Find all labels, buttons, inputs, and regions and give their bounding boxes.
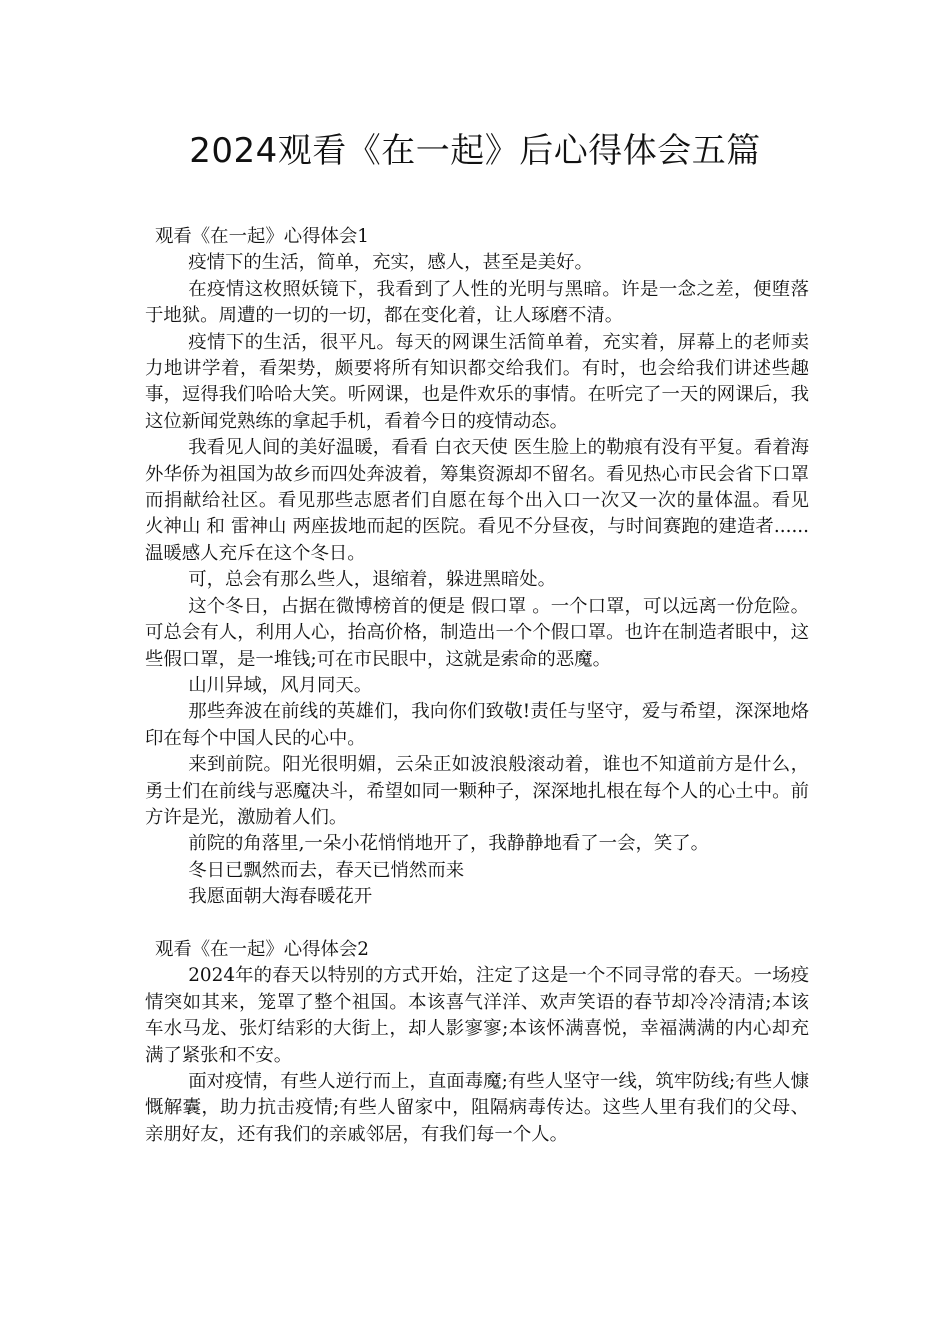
paragraph: 疫情下的生活，很平凡。每天的网课生活简单着，充实着，屏幕上的老师卖力地讲学着，看架势，颇要将所有知识都交给我们。有时，也会给我们讲述些趣事，逗得我们哈哈大笑。听网课，也是件欢乐的事情。在听完了一天的网课后，我这位新闻党熟练的拿起手机，看着今日的疫情动态。 <box>145 331 809 432</box>
paragraph: 那些奔波在前线的英雄们，我向你们致敬!责任与坚守，爱与希望，深深地烙印在每个中国人民的心中。 <box>145 701 809 749</box>
paragraph: 疫情下的生活，简单，充实，感人，甚至是美好。 <box>188 252 593 274</box>
paragraph: 这个冬日，占据在微博榜首的便是 假口罩 。一个口罩，可以远离一份危险。可总会有人，利用人心，抬高价格，制造出一个个假口罩。也许在制造者眼中，这些假口罩，是一堆钱;可在市民眼中，这就是索命的恶魔。 <box>145 595 809 670</box>
document-body <box>145 224 809 1148</box>
paragraph: 可，总会有那么些人，退缩着，躲进黑暗处。 <box>188 569 557 591</box>
paragraph: 2024年的春天以特别的方式开始，注定了这是一个不同寻常的春天。一场疫情突如其来，笼罩了整个祖国。本该喜气洋洋、欢声笑语的春节却冷冷清清;本该车水马龙、张灯结彩的大街上，却人影寥寥;本该怀满喜悦，幸福满满的内心却充满了紧张和不安。 <box>145 965 809 1066</box>
paragraph: 我愿面朝大海春暖花开 <box>188 886 373 908</box>
section-1 <box>145 224 809 911</box>
page-title: 2024观看《在一起》后心得体会五篇 <box>189 131 761 171</box>
paragraph: 在疫情这枚照妖镜下，我看到了人性的光明与黑暗。许是一念之差，便堕落于地狱。周遭的一切的一切，都在变化着，让人琢磨不清。 <box>145 278 809 327</box>
section-heading: 观看《在一起》心得体会2 <box>155 938 369 960</box>
paragraph: 面对疫情，有些人逆行而上，直面毒魔;有些人坚守一线，筑牢防线;有些人慷慨解囊，助力抗击疫情;有些人留家中，阻隔病毒传达。这些人里有我们的父母、亲朋好友，还有我们的亲戚邻居，有我们每一个人。 <box>145 1070 809 1145</box>
paragraph: 前院的角落里,一朵小花悄悄地开了，我静静地看了一会，笑了。 <box>188 833 710 855</box>
section-heading: 观看《在一起》心得体会1 <box>155 226 369 247</box>
paragraph: 来到前院。阳光很明媚，云朵正如波浪般滚动着，谁也不知道前方是什么，勇士们在前线与恶魔决斗，希望如同一颗种子，深深地扎根在每个人的心土中。前方许是光，激励着人们。 <box>145 754 809 828</box>
paragraph: 山川异域，风月同天。 <box>188 674 373 696</box>
paragraph: 冬日已飘然而去，春天已悄然而来 <box>188 859 465 881</box>
paragraph: 我看见人间的美好温暖，看看 白衣天使 医生脸上的勒痕有没有平复。看着海外华侨为祖国为故乡而四处奔波着，筹集资源却不留名。看见热心市民会省下口罩而捐献给社区。看见那些志愿者们自愿在每个出入口一次又一次的量体温。看见 火神山 和 雷神山 两座拔地而起的医院。看见不分昼夜，与时间赛跑的建造者......温暖感人充斥在这个冬日。 <box>145 437 809 564</box>
section-spacer <box>145 911 809 937</box>
section-2 <box>145 937 809 1148</box>
